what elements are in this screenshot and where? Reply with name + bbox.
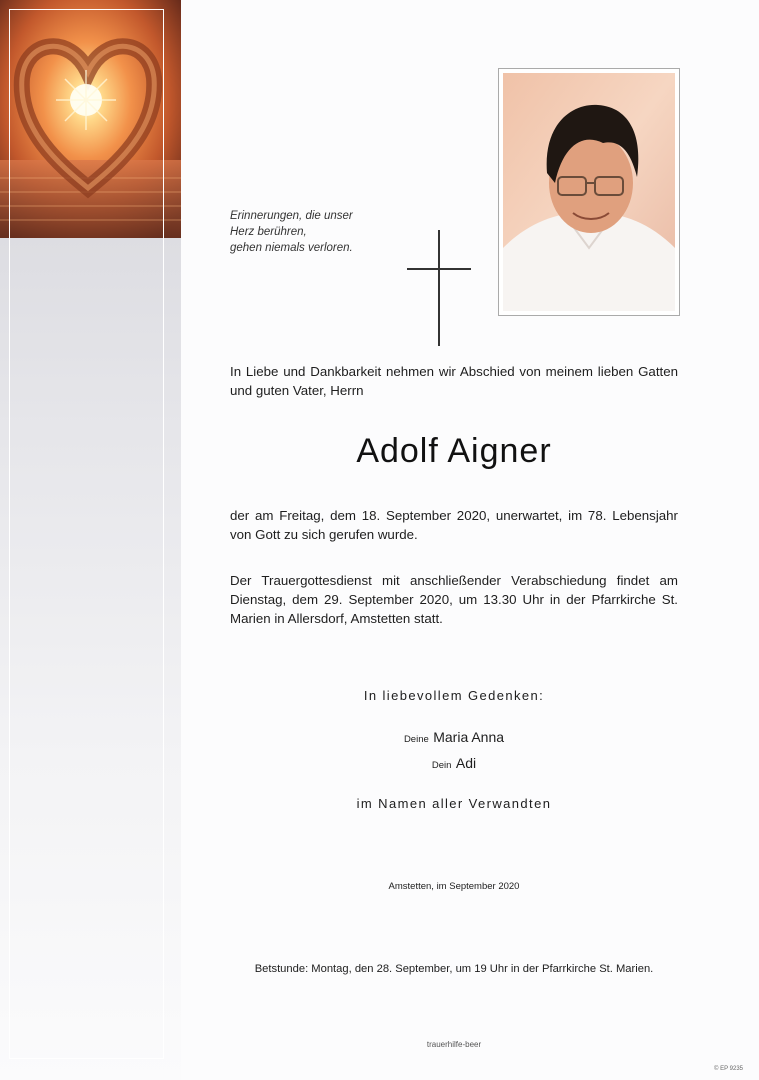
sidebar-strip — [0, 0, 181, 1080]
service-notice: Der Trauergottesdienst mit anschließender Verabschiedung findet am Dienstag, dem 29. September 2020, um 13.30 Uhr in der Pfarrkirche St. Marien in Allersdorf, Amstetten statt. — [230, 573, 678, 626]
verse-line: Erinnerungen, die unser — [230, 210, 353, 222]
prayer-service-notice: Betstunde: Montag, den 28. September, um 19 Uhr in der Pfarrkirche St. Marien. — [254, 963, 654, 975]
signer-prefix: Deine — [403, 734, 429, 745]
signer-line — [230, 729, 678, 747]
deceased-name: Adolf Aigner — [356, 432, 552, 470]
latin-cross-icon — [407, 230, 471, 348]
memorial-verse — [230, 208, 390, 256]
verse-line: gehen niemals verloren. — [230, 242, 353, 254]
print-code: © EP 9235 — [714, 1066, 743, 1072]
signer-name: Maria Anna — [433, 729, 505, 745]
relatives-line: im Namen aller Verwandten — [356, 796, 552, 811]
memory-heading: In liebevollem Gedenken: — [363, 688, 545, 703]
portrait-photo — [498, 68, 680, 316]
imprint: trauerhilfe-beer — [426, 1040, 482, 1049]
signer-prefix: Dein — [431, 760, 452, 771]
signer-line — [230, 755, 678, 773]
place-date: Amstetten, im September 2020 — [388, 881, 520, 892]
farewell-intro: In Liebe und Dankbarkeit nehmen wir Abschied von meinem lieben Gatten und guten Vater, Herrn — [230, 364, 678, 398]
sidebar-frame-line — [9, 9, 164, 1059]
death-notice: der am Freitag, dem 18. September 2020, unerwartet, im 78. Lebensjahr von Gott zu sich gerufen wurde. — [230, 508, 678, 542]
signer-name: Adi — [455, 755, 477, 771]
verse-line: Herz berühren, — [230, 226, 307, 238]
